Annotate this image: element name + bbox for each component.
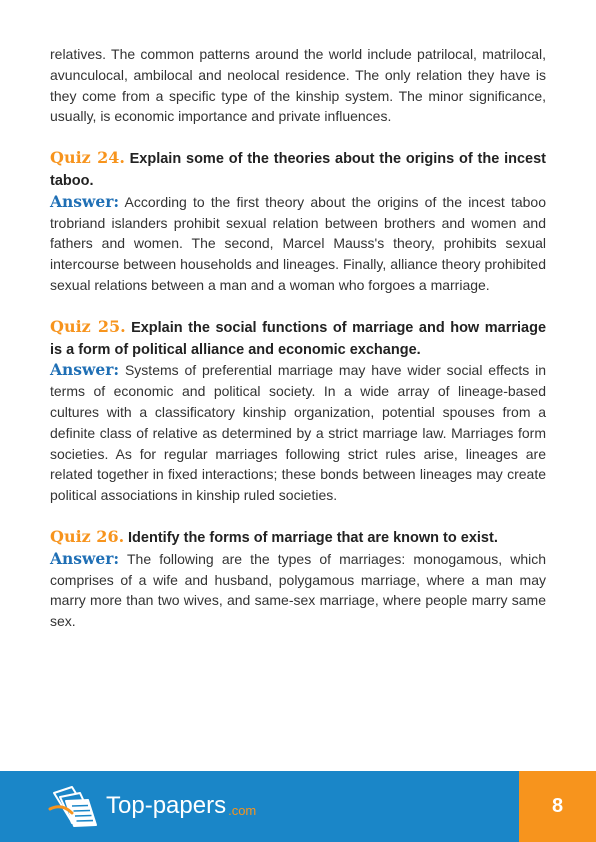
quiz-question-line	[50, 148, 546, 192]
page-footer	[0, 771, 596, 842]
intro-paragraph: relatives. The common patterns around the world include patrilocal, matrilocal, avunculocal, ambilocal and neolocal residence. The only relation they have is they come from a specific type of the kinship system. The minor significance, usually, is economic importance and private influences.	[50, 46, 546, 125]
answer-line	[50, 360, 546, 506]
quiz-label: Quiz 24.	[50, 148, 125, 168]
answer-text: Systems of preferential marriage may have wider social effects in terms of economic and political society. In a wide array of lineage-based cultures with a classificatory kinship organization, potential spouses from a definite class of relative as determined by a strict marriage law. Marriages form societies. As for regular marriages following strict rules arise, lineages are related together in fixed interactions; these bonds between lineages may create political associations in kinship ruled societies.	[50, 362, 547, 504]
quiz-label: Quiz 25.	[50, 316, 126, 336]
page-number-box	[519, 771, 596, 842]
page-content	[50, 44, 546, 653]
answer-line	[50, 549, 546, 632]
answer-text: According to the first theory about the origins of the incest taboo trobriand islanders prohibit sexual relation between brothers and women and fathers and women. The second, Marcel Mauss's theory, prohibits sexual intercourse between households and lineages. Finally, alliance theory prohibited sexual relations between a man and a woman who forgoes a marriage.	[50, 193, 546, 293]
quiz-question: Identify the forms of marriage that are known to exist.	[128, 529, 498, 546]
answer-text: The following are the types of marriages: monogamous, which comprises of a wife and husband, polygamous marriage, where a man may marry more than two wives, and same-sex marriage, where people marry same sex.	[50, 550, 546, 630]
quiz-question-line	[50, 527, 546, 549]
quiz-question: Explain some of the theories about the origins of the incest taboo.	[50, 151, 546, 189]
logo-domain: .com	[228, 802, 257, 818]
quiz-label: Quiz 26.	[50, 526, 125, 546]
answer-label: Answer:	[50, 548, 120, 568]
brand-logo[interactable]	[48, 783, 256, 829]
quiz-24	[50, 148, 546, 296]
page-number: 8	[551, 795, 564, 817]
logo-name: Top-papers	[106, 792, 227, 819]
quiz-question: Explain the social functions of marriage and how marriage is a form of political alliance and economic exchange.	[50, 319, 547, 358]
answer-line	[50, 192, 546, 296]
answer-label: Answer:	[50, 191, 120, 211]
papers-icon	[48, 783, 104, 829]
quiz-26	[50, 527, 546, 632]
quiz-question-line	[50, 317, 546, 361]
answer-label: Answer:	[50, 360, 120, 380]
quiz-25	[50, 317, 546, 506]
